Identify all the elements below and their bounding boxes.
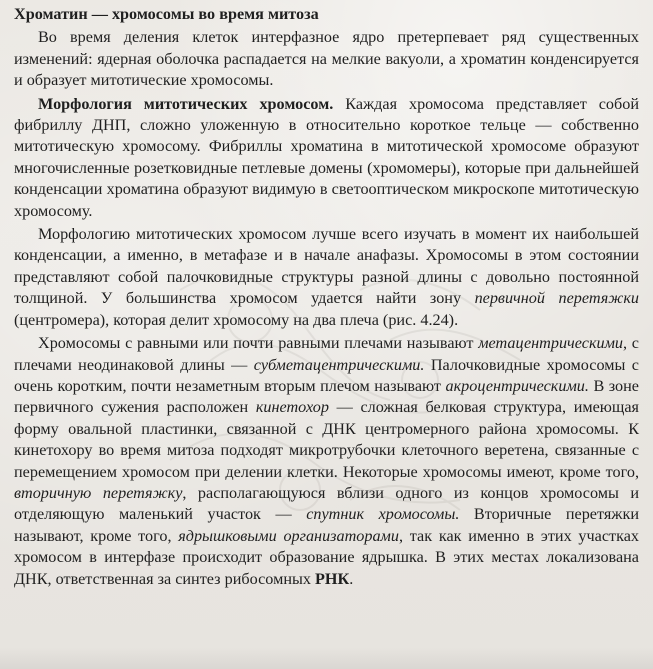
paragraph-4-text-3: Палочковидные хромосомы с очень коротким, почти незаметным вторым плечом называют bbox=[14, 355, 639, 395]
term-submetacentric: субметацентрическими. bbox=[253, 355, 425, 374]
term-metacentric: метацентрическими bbox=[478, 334, 624, 353]
paragraph-4-text-2: , с плечами неодинаковой длины — bbox=[14, 334, 639, 374]
term-primary-constriction: первичной перетяжки bbox=[474, 289, 639, 308]
paragraph-4-text-9: . bbox=[349, 569, 354, 588]
paragraph-2 bbox=[14, 94, 639, 222]
paragraph-3-text-1: Морфологию митотических хромосом лучше всего изучать в момент их наибольшей конденсации, а именно, в метафазе и в начале анафазы. Хромосомы в этом состоянии представляют собой палочковидные структуры разной длины с довольно постоянной толщиной. У большинства хромосом удается найти зону bbox=[14, 225, 639, 308]
paragraph-3-text-2: (центромера), которая делит хромосому на два плеча (рис. 4.24). bbox=[14, 310, 459, 329]
paragraph-3 bbox=[14, 224, 639, 331]
paragraph-4-text-8: , так как именно в этих участках хромосом в интерфазе происходит образование ядрышка. В этих местах локализована ДНК, ответственная за синтез рибосомных bbox=[14, 526, 639, 588]
paragraph-4-text-4: В зоне первичного сужения расположен bbox=[14, 376, 639, 417]
paragraph-1-text: Во время деления клеток интерфазное ядро претерпевает ряд существенных изменений: ядерная оболочка распадается на мелкие вакуоли, а хроматин конденсируется и образует митотические хромосомы. bbox=[14, 28, 639, 90]
page-bottom-shadow bbox=[0, 647, 653, 669]
paragraph-2-text: Каждая хромосома представляет собой фибриллу ДНП, сложно уложенную в относительно короткое тельце — собственно митотическую хромосому. Фибриллы хроматина в митотической хромосоме образуют многочисленные розетковидные петлевые домены (хромомеры), которые при дальнейшей конденсации хроматина образуют видимую в светооптическом микроскопе митотическую хромосому. bbox=[14, 94, 639, 220]
paragraph-4-text-7: Вторичные перетяжки называют, кроме того, bbox=[14, 505, 639, 545]
morphology-run-in-heading: Морфология митотических хромосом. bbox=[38, 94, 334, 113]
term-kinetochore: кинетохор bbox=[255, 398, 329, 417]
paragraph-4 bbox=[14, 333, 639, 590]
term-satellite: спутник хромосомы. bbox=[306, 505, 460, 524]
term-secondary-constriction: вторичную перетяжку bbox=[14, 483, 183, 502]
term-rna: РНК bbox=[315, 569, 350, 588]
main-text bbox=[14, 4, 639, 590]
paragraph-4-text-5: — сложная белковая структура, имеющая форму овальной пластинки, связанной с ДНК центромерного района хромосомы. К кинетохору во время митоза подходят микротрубочки клеточного веретена, связанные с перемещением хромосом при делении клетки. Некоторые хромосомы имеют, кроме того, bbox=[14, 398, 639, 481]
paragraph-4-text-1: Хромосомы с равными или почти равными плечами называют bbox=[38, 334, 479, 353]
term-nucleolar-organizers: ядрышковыми организаторами bbox=[178, 526, 399, 545]
paragraph-4-text-6: , располагающуюся вблизи одного из концов хромосомы и отделяющую маленький участок — bbox=[14, 483, 640, 524]
term-acrocentric: акроцентрическими. bbox=[445, 376, 589, 395]
section-title: Хроматин — хромосомы во время митоза bbox=[14, 5, 319, 23]
paragraph-1 bbox=[14, 27, 639, 91]
